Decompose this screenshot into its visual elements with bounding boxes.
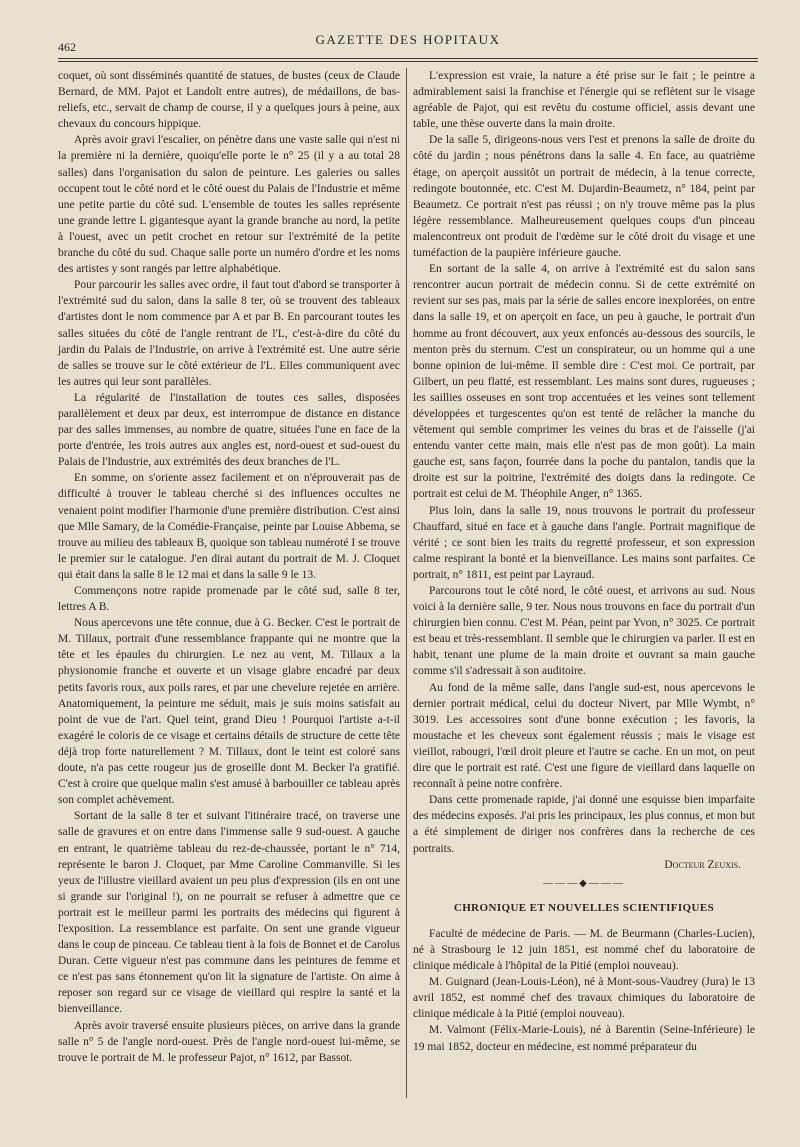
header-rule-top [58,58,758,59]
right-column [413,68,755,1055]
news-paragraph: Faculté de médecine de Paris. — M. de Beurmann (Charles-Lucien), né à Strasbourg le 12 juin 1851, est nommé chef du laboratoire de clinique médicale à l'hôpital de la Pitié (emploi nouveau). [413,927,755,973]
paragraph: coquet, où sont disséminés quantité de statues, de bustes (ceux de Claude Bernard, de MM. Pajot et Landolt entre autres), de médaillons, de bas-reliefs, etc., servait de champ de course, il y a quelques jours à peine, aux chevaux du concours hippique. [58,70,400,131]
journal-title: GAZETTE DES HOPITAUX [315,32,501,47]
news-paragraph: M. Valmont (Félix-Marie-Louis), né à Barentin (Seine-Inférieure) le 19 mai 1852, docteur en médecine, est nommé préparateur du [413,1024,755,1053]
paragraph: Plus loin, dans la salle 19, nous trouvons le portrait du professeur Chauffard, situé en face et à gauche dans l'angle. Portrait magnifique de vérité ; ce sont bien les traits du regretté professeur, et son expression calme respirant la bonté et la bienveillance. Les mains sont parfaites. Ce portrait, n° 1811, est peint par Layraud. [413,504,755,581]
left-column [58,68,400,1066]
author-signature: Docteur Zeuxis. [664,858,741,871]
header-rule-bottom [58,61,758,62]
paragraph: Parcourons tout le côté nord, le côté ouest, et arrivons au sud. Nous voici à la dernière salle, 9 ter. Nous nous trouvons en face du portrait d'un chirurgien bien connu. C'est M. Péan, peint par Yvon, n° 3025. Ce portrait est beau et très-ressemblant. Il semble que le chirurgien va parler. Il est en habit, tenant une plume de la main droite et ouvrant sa main gauche comme s'il s'adressait à son auditoire. [413,585,755,678]
paragraph: Dans cette promenade rapide, j'ai donné une esquisse bien imparfaite des médecins exposés. J'ai pris les principaux, les plus connus, et mon but a été simplement de diriger nos confrères dans la recherche de ces portraits. [413,794,755,855]
paragraph: Après avoir gravi l'escalier, on pénètre dans une vaste salle qui n'est ni la première ni la dernière, quoiqu'elle porte le n° 25 (il y a au total 28 salles) dans l'organisation du salon de peinture. Les galeries ou salles occupent tout le côté nord et le côté ouest du Palais de l'Industrie et même une petite partie du côté sud. L'ensemble de toutes les salles représente une grande lettre L gigantesque ayant la grande branche au nord, la petite à l'ouest, avec un petit crochet en retour sur l'extrémité de la petite branche du côté du sud. Chaque salle porte un numéro d'ordre et les noms des artistes y sont rangés par lettre alphabétique. [58,134,400,276]
paragraph: Nous apercevons une tête connue, due à G. Becker. C'est le portrait de M. Tillaux, portrait d'une ressemblance frappante qui ne montre que la tête et les épaules du chirurgien. Le nez au vent, M. Tillaux a la physionomie franche et ouverte et un visage glabre encadré par deux petits favoris roux, aux poils rares, et par une chevelure rejetée en arrière. Anatomiquement, la peinture me séduit, mais je suis moins satisfait au point de vue de l'art. Quel teint, grand Dieu ! Pourquoi l'artiste a-t-il exagéré le coloris de ce visage et certains détails de structure de cette tête déjà trop forte naturellement ? M. Tillaux, dont le teint est coloré sans doute, n'a pas cette rougeur jus de groseille dont M. Becker l'a gratifié. C'est à croire que quelque malin s'est amusé à barbouiller ce tableau après son complet achèvement. [58,617,400,807]
paragraph: Au fond de la même salle, dans l'angle sud-est, nous apercevons le dernier portrait médical, celui du docteur Nivert, par Mlle Wymbt, n° 3019. Les accessoires sont d'une bonne exécution ; les favoris, la moustache et les cheveux sont également réussis ; mais le visage est vieillot, rabougri, l'œil droit pleure et l'autre se cache. En un mot, on peut dire que le portrait est raté. C'est une figure de vieillard dans laquelle on reconnaît à peine notre confrère. [413,681,755,791]
paragraph: De la salle 5, dirigeons-nous vers l'est et prenons la salle de droite du côté du jardin ; nous pénétrons dans la salle 4. En face, au quatrième étage, on aperçoit aussitôt un portrait de médecin, à la tenue correcte, redingote boutonnée, etc. C'est M. Dujardin-Beaumetz, n° 184, peint par Beaumetz. Ce portrait n'est pas réussi ; on n'y trouve même pas la plus légère ressemblance. Malheureusement quelques coups d'un pinceau malencontreux ont produit de l'œdème sur le côté droit du visage et une tuméfaction de la paupière inférieure gauche. [413,134,755,260]
paragraph: La régularité de l'installation de toutes ces salles, disposées parallèlement et deux par deux, est interrompue de distance en distance par des salles immenses, au nombre de quatre, situées l'une en face de la porte d'entrée, les trois autres aux angles est, nord-ouest et sud-ouest du Palais de l'Industrie, aux extrémités des deux branches de l'L. [58,391,400,469]
paragraph: En somme, on s'oriente assez facilement et on n'éprouverait pas de difficulté à trouver le tableau cherché si des influences occultes ne venaient point modifier l'harmonie d'une première distribution. C'est ainsi que Mlle Samary, de la Comédie-Française, peinte par Louise Abbema, se trouve au milieu des tableaux B, quoique son tableau numéroté I se trouve le premier sur le catalogue. J'en dirai autant du portrait de M. J. Cloquet qui était dans la salle 8 le 12 mai et dans la salle 9 le 13. [58,472,400,581]
page-number: 462 [58,40,76,54]
paragraph: Après avoir traversé ensuite plusieurs pièces, on arrive dans la grande salle n° 5 de l'angle nord-ouest. Près de l'angle nord-ouest lui-même, se trouve le portrait de M. le professeur Pajot, n° 1612, par Bassot. [58,1019,400,1064]
paragraph: Commençons notre rapide promenade par le côté sud, salle 8 ter, lettres A B. [58,585,400,614]
paragraph: Sortant de la salle 8 ter et suivant l'itinéraire tracé, on traverse une salle de gravures et on entre dans l'immense salle 9 sud-ouest. A gauche en entrant, le quatrième tableau du rez-de-chaussée, portant le n° 714, représente le baron J. Cloquet, par Mme Caroline Commanville. Si les yeux de l'illustre vieillard avaient un peu plus d'expression (ils en ont une si grande sur l'original !), on ne pourrait se refuser à admettre que ce portrait est le meilleur parmi les portraits des médecins qui figurent à l'exposition. La ressemblance est parfaite. On sent une grande vigueur dans le coup de pinceau. Ce tableau tient à la fois de Bonnet et de Carolus Duran. Cette vigueur n'est pas commune dans les peintures de femme et ce n'est pas sans étonnement qu'on lit la signature de l'artiste. On aime à reposer son regard sur ce visage de vieillard qui respire la santé et la bienveillance. [58,810,400,1016]
paragraph: Pour parcourir les salles avec ordre, il faut tout d'abord se transporter à l'extrémité sud du salon, dans la salle 8 ter, où se trouvent des tableaux d'artistes dont le nom commence par A et par B. En parcourant toutes les salles situées du côté de l'angle rentrant de l'L, c'est-à-dire du côté du jardin du Palais de l'Industrie, on arrive à l'extrémité est. Une autre série de salles se trouve sur le côté extérieur de l'L. Elles communiquent avec les autres qui leur sont parallèles. [58,279,400,388]
section-ornament: ———◆——— [543,877,625,889]
page-header [58,30,758,52]
news-paragraph: M. Guignard (Jean-Louis-Léon), né à Mont-sous-Vaudrey (Jura) le 13 avril 1852, est nommé chef des travaux chimiques du laboratoire de clinique médicale à la Pitié (emploi nouveau). [413,976,755,1021]
section-title: CHRONIQUE ET NOUVELLES SCIENTIFIQUES [453,901,715,914]
paragraph: En sortant de la salle 4, on arrive à l'extrémité est du salon sans rencontrer aucun portrait de médecin connu. Si de cette extrémité on revient sur ses pas, mais par la série de salles encore inexplorées, on entre dans la salle 19, et on aperçoit en face, un peu à gauche, le portrait d'un homme au front découvert, aux yeux enfoncés au-dessous des sourcils, le menton près du sternum. C'est un conspirateur, ou un homme qui a une bonne opinion de lui-même. Il semble dire : C'est moi. Ce portrait, par Gilbert, un peu flatté, est ressemblant. Les mains sont dures, rugueuses ; les saillies osseuses en sont trop accentuées et les veines sont tellement développées et turgescentes qu'on est tenté de relâcher la manche du vêtement qui semble comprimer les veines du bras et de l'aisselle (j'ai entendu vanter cette main, mais elle n'est pas de mon goût). La main gauche est, sans façon, fourrée dans la poche du pantalon, tandis que la droite est sur la poitrine, l'extrémité des doigts dans la redingote. Ce portrait est celui de M. Théophile Anger, n° 1365. [413,263,755,501]
column-divider [406,68,407,1098]
paragraph: L'expression est vraie, la nature a été prise sur le fait ; le peintre a admirablement saisi la franchise et l'énergie qui se reflètent sur le visage agréable de Pajot, qui est revêtu du costume officiel, assis devant une table, une thèse ouverte dans la main droite. [413,70,755,131]
